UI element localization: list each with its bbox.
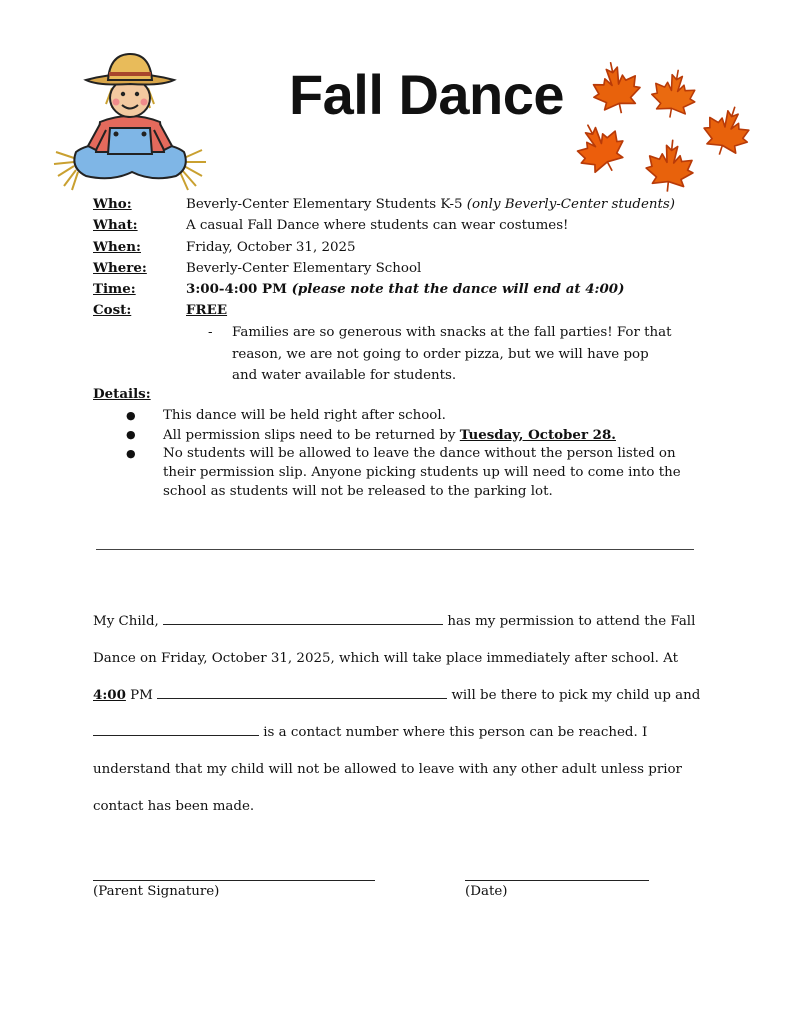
cost-note-text: Families are so generous with snacks at the fall parties! For that reason, we are not going to order pizza, but we will have pop and water available for students. [232,325,672,384]
detail-text-2: All permission slips need to be returned by [163,427,460,443]
pickup-person-field[interactable] [157,684,447,699]
page-title: Fall Dance [288,63,565,126]
detail-text-1: This dance will be held right after school. [163,408,446,423]
bullet-icon: ● [126,409,136,422]
date-label: (Date) [465,884,508,899]
where-label: Where: [93,259,147,276]
who-label: Who: [93,196,132,212]
list-item [122,407,712,426]
details-list [122,407,712,502]
when-value: Friday, October 31, 2025 [186,239,356,255]
time-row [93,279,733,300]
child-name-field[interactable] [163,610,443,625]
when-label: When: [93,238,141,255]
cost-value: FREE [186,302,228,319]
time-note: (please note that the dance will end at 4:00) [291,281,625,298]
who-value [186,194,675,215]
perm-text-1: My Child, [93,614,159,629]
what-value: A casual Fall Dance where students can wear costumes! [186,218,569,234]
perm-text-5: is a contact number where this person can be reached. I understand that my child will not be allowed to leave with any other adult unless prior contact has been made. [93,725,682,814]
date-field[interactable] [465,880,649,881]
who-note: (only Beverly-Center students) [466,197,676,212]
parent-signature-label: (Parent Signature) [93,884,220,899]
cost-note [208,322,678,387]
perm-text-3: PM [130,688,153,703]
bullet-icon: ● [126,427,136,441]
parent-signature-field[interactable] [93,880,375,881]
what-label: What: [93,217,138,234]
perm-text-4: will be there to pick my child up and [451,688,701,703]
time-label: Time: [93,281,136,298]
maple-leaf-icon [583,55,649,121]
list-item [122,445,712,501]
detail-text-3: No students will be allowed to leave the dance without the person listed on their permission slip. Anyone picking students up will need to come into the school as students will not be released to the parking lot. [163,446,681,499]
what-row [93,215,733,236]
time-text: 3:00-4:00 PM [186,281,287,298]
cut-line-divider [96,549,694,550]
list-item [122,426,712,446]
permission-paragraph [93,603,703,825]
event-info [93,194,733,322]
maple-leaf-icon [644,64,704,124]
perm-text-2: has my permission to attend the Fall Dance on Friday, October 31, 2025, which will take place immediately after school. At [93,614,696,666]
time-value [186,279,624,300]
bullet-icon: ● [126,447,136,461]
who-row [93,194,733,215]
return-date: Tuesday, October 28. [459,426,616,443]
where-value: Beverly-Center Elementary School [186,260,422,276]
when-row [93,237,733,258]
contact-number-field[interactable] [93,721,259,736]
details-heading: Details: [93,386,151,402]
pickup-time: 4:00 [93,687,126,703]
maple-leaf-icon [639,135,701,197]
dash-marker: - [208,325,213,340]
where-row [93,258,733,279]
cost-row [93,300,733,321]
who-text: Beverly-Center Elementary Students K-5 [186,197,463,212]
cost-label: Cost: [93,302,132,319]
